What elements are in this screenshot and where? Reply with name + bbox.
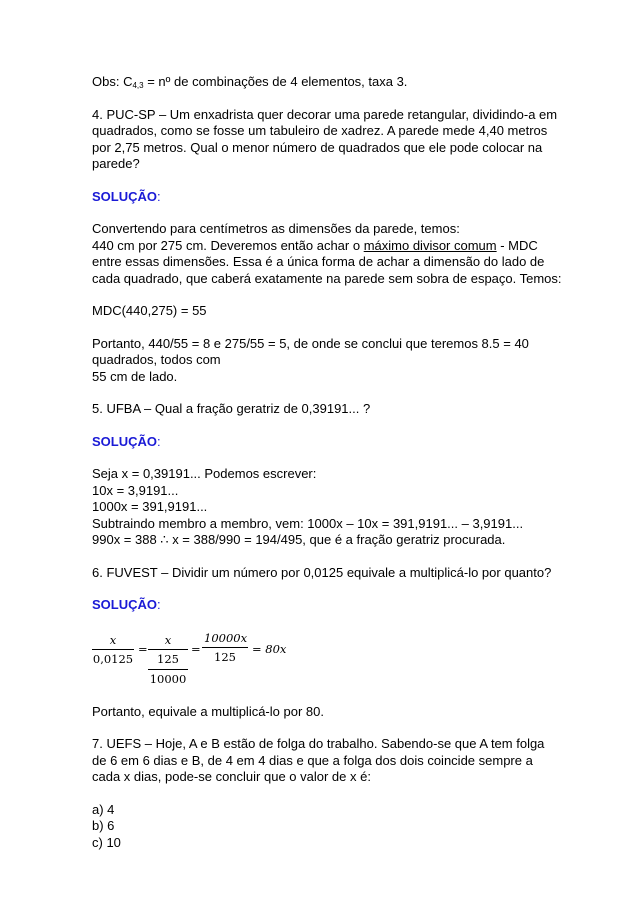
formula-result: = 80x: [252, 641, 287, 656]
question-6: 6. FUVEST – Dividir um número por 0,0125 equivale a multiplicá-lo por quanto?: [92, 564, 552, 580]
fraction-10000x-over-125: $\frac{10000x}{125}$: [204, 630, 248, 664]
obs-note: Obs: $C_{4,3}$ = nº de combinações de 4 elementos, taxa 3.: [92, 74, 408, 90]
division-formula: [92, 630, 562, 686]
mdc-result: MDC(440,275) = 55: [92, 303, 207, 318]
solution-6-conclusion: Portanto, equivale a multiplicá-lo por 80.: [92, 703, 324, 719]
fraction-x-over-00125: $\frac{x}{0,0125}$: [92, 632, 134, 666]
option-a: a) 4: [92, 801, 115, 817]
question-7-options: [92, 802, 562, 852]
solution-5-body: Seja x = 0,39191... Podemos escrever: 10x = 3,9191... 1000x = 391,9191... Subtraindo membro a membro, vem: 1000x – 10x = 391,9191... – 3,9191... 990x = 388 ∴ x = 388/990 = 194/495, que é a fração geratriz procurada.: [92, 466, 524, 547]
mdc-link[interactable]: máximo divisor comum: [363, 237, 497, 253]
solution-heading-5: SOLUÇÃO:: [92, 433, 161, 449]
equals-sign-2: =: [191, 641, 201, 656]
equals-sign-1: =: [138, 641, 148, 656]
option-b: b) 6: [92, 818, 115, 833]
solution-heading-4: SOLUÇÃO:: [92, 188, 161, 204]
solution-heading-6: SOLUÇÃO:: [92, 597, 161, 612]
fraction-x-over-125-10000: x 125 10000: [149, 632, 187, 686]
question-7: 7. UEFS – Hoje, A e B estão de folga do trabalho. Sabendo-se que A tem folga de 6 em 6 dias e B, de 4 em 4 dias e que a folga dos dois coincide sempre a cada x dias, pode-se concluir que o valor de x é:: [92, 736, 545, 784]
solution-4-conclusion: Portanto, 440/55 = 8 e 275/55 = 5, de onde se conclui que teremos 8.5 = 40 quadrados, todos com 55 cm de lado.: [92, 335, 529, 384]
question-5: 5. UFBA – Qual a fração geratriz de 0,39191... ?: [92, 401, 371, 416]
option-c: c) 10: [92, 834, 121, 850]
document-page: [92, 74, 562, 867]
question-4: 4. PUC-SP – Um enxadrista quer decorar uma parede retangular, dividindo-a em quadrados, como se fosse um tabuleiro de xadrez. A parede mede 4,40 metros por 2,75 metros. Qual o menor número de quadrados que ele pode colocar na parede?: [92, 106, 558, 171]
solution-4-body: Convertendo para centímetros as dimensões da parede, temos: 440 cm por 275 cm. Deveremos então achar o máximo divisor comum - MDC entre essas dimensões. Essa é a única forma de achar a dimensão do lado de cada quadrado, que caberá exatamente na parede sem sobra de espaço. Temos:: [92, 221, 562, 286]
